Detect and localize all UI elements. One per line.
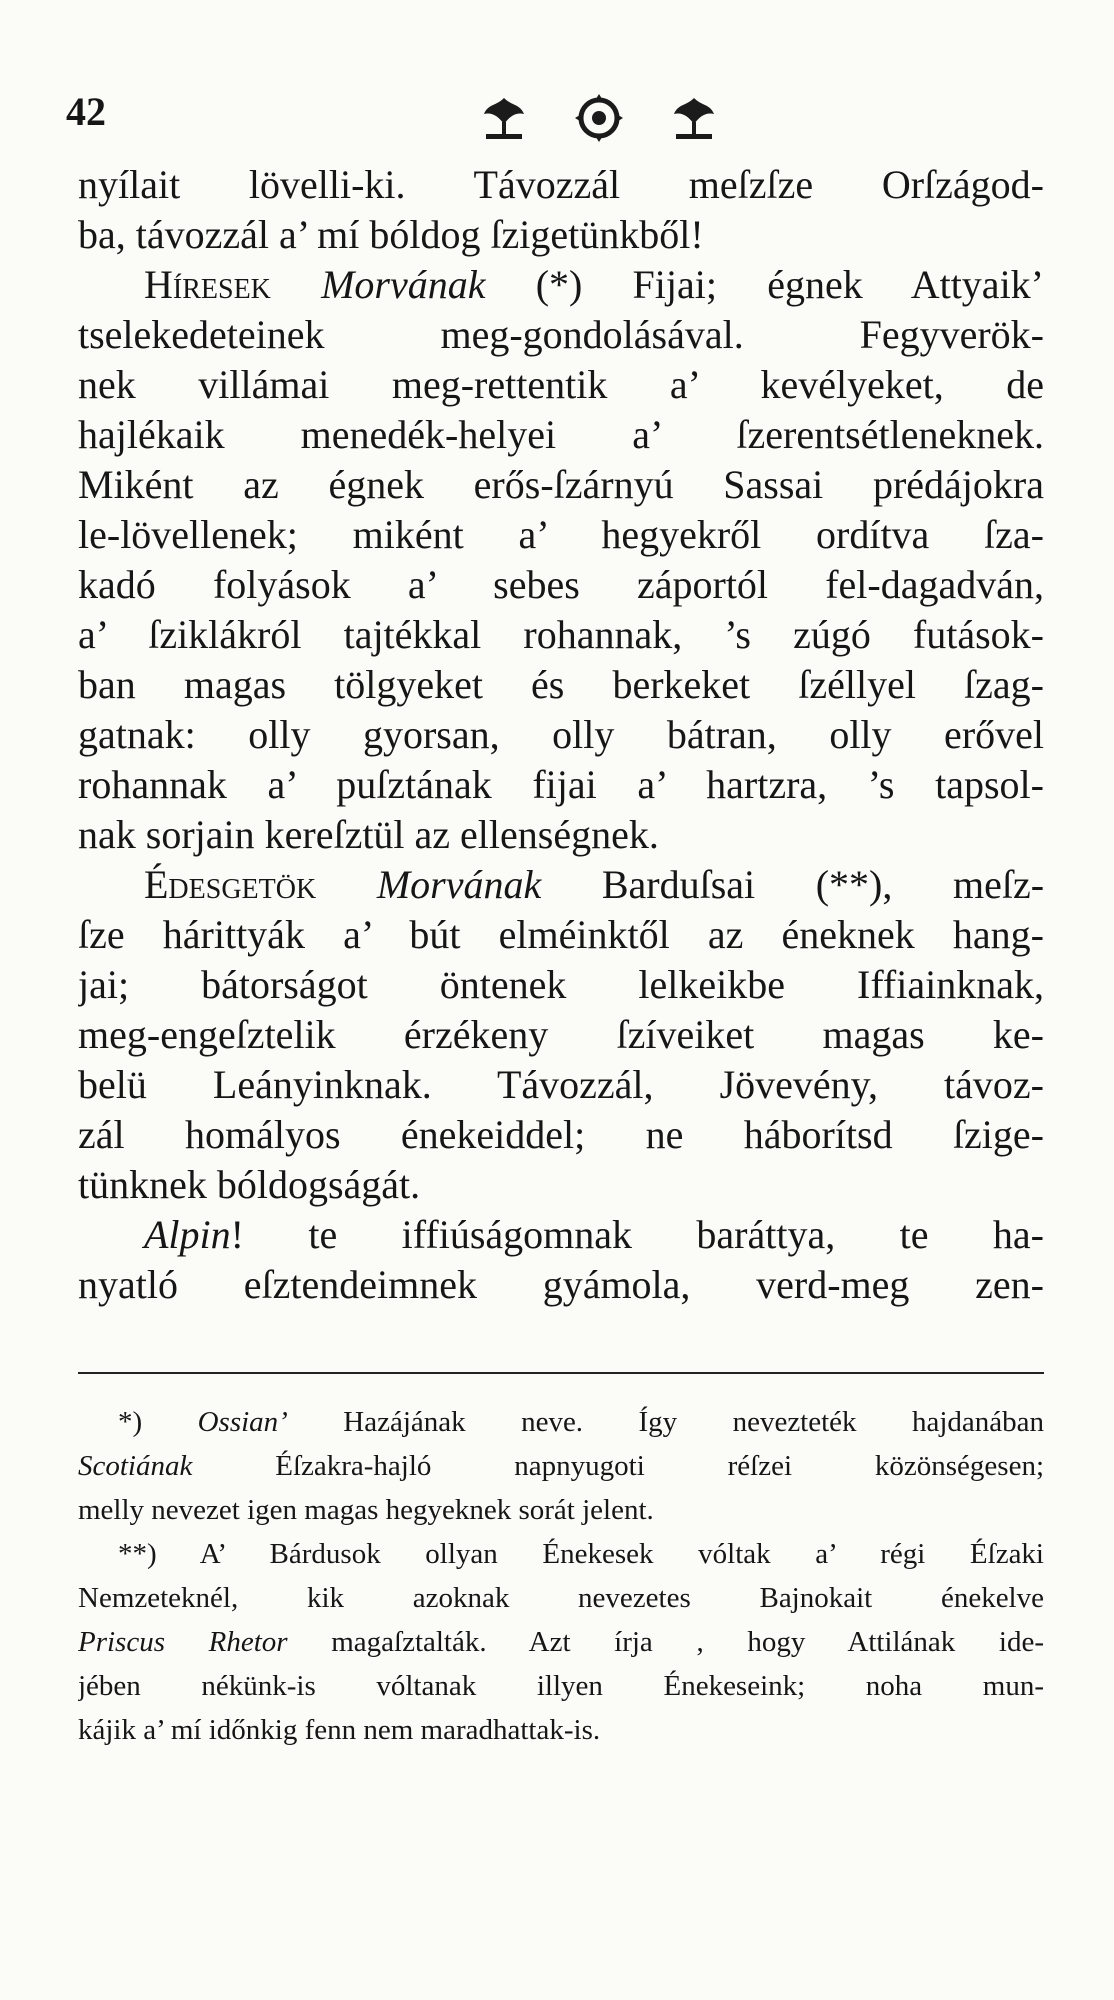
line-i: Alpin bbox=[144, 1212, 231, 1257]
body-line bbox=[78, 460, 1044, 510]
line-t: ba, távozzál a’ mí bóldog ſzigetünkből! bbox=[78, 212, 704, 257]
line-t: tselekedeteinek meg-gondolásával. Fegyverök- bbox=[78, 312, 1044, 357]
body-line bbox=[78, 1010, 1044, 1060]
line-t2: , hogy Attilának ide- bbox=[696, 1626, 1044, 1658]
fleuron-icon bbox=[484, 98, 524, 139]
line-t: Éſzakra-hajló napnyugoti réſzei közönségesen; bbox=[275, 1450, 1044, 1482]
footnote-rule bbox=[78, 1372, 1044, 1374]
body-line bbox=[78, 1210, 1044, 1260]
body-line bbox=[78, 360, 1044, 410]
line-t: nek villámai meg-rettentik a’ kevélyeket, de bbox=[78, 362, 1044, 407]
line-i: Morvának bbox=[376, 862, 542, 907]
line-t: (*) Fijai; égnek Attyaik’ bbox=[535, 262, 1044, 307]
body-line bbox=[78, 710, 1044, 760]
line-t: ſze hárittyák a’ bút elméinktől az éneknek hang- bbox=[78, 912, 1044, 957]
line-t: Barduſsai (**), meſz- bbox=[601, 862, 1044, 907]
body-line bbox=[78, 260, 1044, 310]
line-t: Miként az égnek erős-ſzárnyú Sassai prédájokra bbox=[78, 462, 1044, 507]
page-number: 42 bbox=[66, 89, 106, 134]
line-i: Priscus Rhetor bbox=[78, 1626, 288, 1658]
body-line bbox=[78, 160, 1044, 210]
line-t: magaſztalták. Azt írja bbox=[331, 1626, 653, 1658]
line-t: melly nevezet igen magas hegyeknek sorát jelent. bbox=[78, 1494, 654, 1526]
page-header bbox=[66, 88, 1046, 148]
line-t: jai; bátorságot öntenek lelkeikbe Iffiainknak, bbox=[78, 962, 1044, 1007]
body-line bbox=[78, 1160, 1044, 1210]
footnote-line bbox=[78, 1488, 1044, 1532]
line-t: rohannak a’ puſztának fijai a’ hartzra, ’s tapsol- bbox=[78, 762, 1044, 807]
body-line bbox=[78, 410, 1044, 460]
body-line bbox=[78, 810, 1044, 860]
line-pre: *) bbox=[118, 1406, 143, 1438]
footnote-line bbox=[78, 1708, 1044, 1752]
line-t: a’ ſziklákról tajtékkal rohannak, ’s zúgó futások- bbox=[78, 612, 1044, 657]
body-text bbox=[78, 160, 1044, 1310]
body-line bbox=[78, 1060, 1044, 1110]
rosette-icon bbox=[575, 94, 623, 142]
line-t: A’ Bárdusok ollyan Énekesek vóltak a’ régi Éſzaki bbox=[199, 1538, 1044, 1570]
body-line bbox=[78, 210, 1044, 260]
line-i: Morvának bbox=[321, 262, 486, 307]
body-line bbox=[78, 510, 1044, 560]
line-i: Scotiának bbox=[78, 1450, 193, 1482]
line-t: meg-engeſztelik érzékeny ſzíveiket magas ke- bbox=[78, 1012, 1044, 1057]
footnote-line bbox=[78, 1576, 1044, 1620]
footnote-line bbox=[78, 1620, 1044, 1664]
body-line bbox=[78, 960, 1044, 1010]
body-line bbox=[78, 310, 1044, 360]
line-t: hajlékaik menedék-helyei a’ ſzerentsétleneknek. bbox=[78, 412, 1044, 457]
body-line bbox=[78, 560, 1044, 610]
line-i: Ossian’ bbox=[197, 1406, 288, 1438]
line-t: jében nékünk-is vóltanak illyen Énekeseink; noha mun- bbox=[78, 1670, 1044, 1702]
line-t: kájik a’ mí időnkig fenn nem maradhattak-is. bbox=[78, 1714, 601, 1746]
line-t: ban magas tölgyeket és berkeket ſzéllyel ſzag- bbox=[78, 662, 1044, 707]
body-line bbox=[78, 660, 1044, 710]
line-sc: Édesgetök bbox=[144, 862, 317, 907]
footnote-line bbox=[78, 1664, 1044, 1708]
body-line bbox=[78, 910, 1044, 960]
line-sc: Híresek bbox=[144, 262, 271, 307]
body-line bbox=[78, 610, 1044, 660]
line-t: tünknek bóldogságát. bbox=[78, 1162, 421, 1207]
line-t: gatnak: olly gyorsan, olly bátran, olly erővel bbox=[78, 712, 1044, 757]
body-line bbox=[78, 1110, 1044, 1160]
footnote-line bbox=[78, 1400, 1044, 1444]
body-line bbox=[78, 860, 1044, 910]
body-line bbox=[78, 760, 1044, 810]
line-t: kadó folyások a’ sebes záportól fel-dagadván, bbox=[78, 562, 1044, 607]
fleuron-icon bbox=[674, 98, 714, 139]
header-ornament bbox=[474, 92, 724, 144]
footnote-line bbox=[78, 1532, 1044, 1576]
line-t: nak sorjain kereſztül az ellenségnek. bbox=[78, 812, 659, 857]
line-t: ! te iffiúságomnak baráttya, te ha- bbox=[230, 1212, 1044, 1257]
line-t: Nemzeteknél, kik azoknak nevezetes Bajnokait énekelve bbox=[78, 1582, 1044, 1614]
line-t: nyílait lövelli-ki. Távozzál meſzſze Orſzágod- bbox=[78, 162, 1044, 207]
body-line bbox=[78, 1260, 1044, 1310]
line-t: nyatló eſztendeimnek gyámola, verd-meg zen- bbox=[78, 1262, 1044, 1307]
line-t: le-lövellenek; miként a’ hegyekről ordítva ſza- bbox=[78, 512, 1044, 557]
line-t: zál homályos énekeiddel; ne háborítsd ſzige- bbox=[78, 1112, 1044, 1157]
footnote-line bbox=[78, 1444, 1044, 1488]
line-t: Hazájának neve. Így nevezteték hajdanában bbox=[343, 1406, 1044, 1438]
line-t: belü Leányinknak. Távozzál, Jövevény, távoz- bbox=[78, 1062, 1044, 1107]
footnotes bbox=[78, 1400, 1044, 1752]
line-pre: **) bbox=[118, 1538, 157, 1570]
